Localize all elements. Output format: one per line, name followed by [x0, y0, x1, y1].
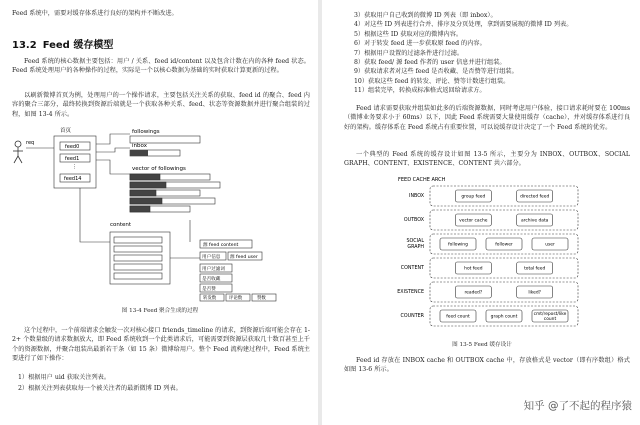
section-number: 13.2 — [12, 40, 37, 51]
figure-13-5-caption: 图 13-5 Feed 缓存设计 — [452, 342, 512, 348]
paragraph-5: 一个典型的 Feed 系统的缓存设计如图 13-5 所示，主要分为 INBOX、OUTBOX、SOCIAL GRAPH、CONTENT、EXISTENCE、CONTENT 共六部分。 — [344, 151, 630, 168]
list-item-10: 10）获取这些 feed 的转发、评论、赞等计数进行组装。 — [354, 77, 510, 85]
cache-box-label: cmt/repost/like — [533, 312, 567, 317]
cache-box-label: feed count — [446, 314, 470, 320]
svg-text:⋮: ⋮ — [72, 164, 77, 170]
list-item-5: 5）根据这些 ID 获取对应的微博内容。 — [354, 30, 463, 38]
cache-box-label: group feed — [461, 194, 486, 200]
paragraph-3: 这个过程中，一个前端请求会触发一次对核心接口 friends_timeline 的请求，到资源后端可能会存在 1-2+ 个数量级的请求数据放大，即 Feed 系统收到一个此类请求后，可能需要到资源层获取几十数百甚至上千个的资源数据，并聚合组装出最新若干条（如 15 条）微博给用户。整个 Feed 流构建过程中，Feed 系统主要进行了如下操作： — [12, 327, 310, 363]
cache-box-label: readed? — [464, 290, 483, 296]
detail-7: 评论数 — [229, 296, 243, 301]
inbox-bar — [130, 150, 180, 156]
content-label: content — [110, 222, 132, 228]
watermark — [524, 398, 632, 413]
cache-box-label: total feed — [524, 266, 546, 272]
user-icon — [13, 141, 23, 163]
detail-1: 用户信息 — [202, 255, 221, 260]
cache-row-label: GRAPH — [407, 245, 424, 250]
vector-bars — [130, 174, 220, 212]
cache-row-label: EXISTENCE — [397, 290, 424, 295]
paragraph-2: 以刷新微博首页为例，处理用户的一个操作请求，主要包括关注关系的获取、feed id 的聚合、feed 内容的聚合三部分，最终转换到资源后端就是一个获取各种关系、feed、状态等资源数据并进行聚合组装的过程，如图 13-4 所示。 — [12, 92, 310, 118]
cache-box-label: vector cache — [459, 218, 488, 224]
cache-box-label: count — [543, 317, 557, 322]
cache-row-frame — [430, 210, 578, 230]
detail-2: 源 feed user — [230, 255, 258, 260]
cache-rows — [397, 186, 578, 326]
cache-box-label: user — [545, 242, 555, 248]
cache-row-frame — [430, 186, 578, 206]
cache-row-label: COUNTER — [400, 314, 424, 319]
cache-row-label: OUTBOX — [403, 218, 424, 223]
cache-box-label: follower — [495, 242, 513, 248]
inbox-label: inbox — [132, 143, 147, 149]
feed-label-0: feed0 — [65, 144, 80, 150]
section-title: Feed 缓存模型 — [42, 40, 114, 51]
detail-8: 赞数 — [257, 296, 266, 301]
content-bars — [114, 237, 162, 279]
watermark-text: 知乎 @了不起的程序猿 — [523, 400, 632, 412]
list-item-3: 3）获取用户自己收到的微博 ID 列表（即 inbox）。 — [354, 12, 497, 19]
cache-arch-title: FEED CACHE ARCH — [398, 177, 446, 183]
list-item-7: 7）根据用户设置的过滤条件进行过滤。 — [354, 49, 464, 57]
detail-4: 是否收藏 — [202, 277, 221, 282]
cache-row-label: CONTENT — [400, 266, 424, 271]
list-item-11: 11）组装完毕，转换成标准格式返回给请求方。 — [354, 87, 486, 95]
cache-box-label: following — [448, 242, 468, 248]
list-item-4: 4）对这些 ID 列表进行合并、排序及分页处理，拿到需要展现的微博 ID 列表。 — [354, 21, 573, 29]
cache-box-label: graph count — [490, 314, 518, 320]
step-list — [354, 11, 572, 96]
cache-box-label: directed feed — [520, 194, 550, 200]
req-label: req — [26, 140, 35, 146]
list-item-8: 8）获取 feed/ 源 feed 作者的 user 信息并进行组装。 — [354, 59, 506, 67]
list-item-6: 6）对于转发 feed 进一步获取原 feed 的内容。 — [354, 40, 486, 48]
cache-row-frame — [430, 282, 578, 302]
cache-box-label: hot feed — [464, 266, 483, 272]
list-item-1: 1）根据用户 uid 获取关注列表。 — [18, 374, 111, 381]
right-page — [322, 0, 640, 425]
paragraph-1: Feed 系统的核心数据主要包括：用户 / 关系、feed id/content 以及包含计数在内的各种 feed 状态。Feed 系统处理用户的各种操作的过程，实际是一个以核心数据为基础的实时获取计算更新的过程。 — [12, 58, 310, 75]
feed-label-14: feed14 — [64, 176, 82, 182]
followings-label: followings — [132, 129, 160, 135]
cache-row-label: SOCIAL — [406, 239, 424, 244]
cache-box-label: archive data — [520, 218, 549, 224]
detail-3: 用户过滤词 — [202, 267, 225, 272]
section-heading — [12, 36, 113, 51]
vector-label: vector of followings — [132, 166, 186, 172]
figure-13-5 — [382, 172, 582, 334]
paragraph-6: Feed id 存放在 INBOX cache 和 OUTBOX cache 中，存放格式是 vector（即有序数组）格式如图 13-6 所示。 — [344, 357, 630, 374]
followings-bar — [130, 136, 200, 143]
figure-13-4-caption: 图 13-4 Feed 聚合生成的过程 — [121, 308, 199, 314]
shouye-label: 首页 — [60, 128, 72, 134]
detail-6: 转发数 — [203, 296, 217, 301]
cache-box-label: liked? — [528, 290, 541, 296]
list-item-9: 9）获取请求者对这些 feed 是否收藏、是否赞等进行组装。 — [354, 68, 518, 76]
cache-row-label: INBOX — [409, 194, 424, 199]
figure-13-4 — [10, 124, 310, 302]
paragraph-4: Feed 请求需要获取并组装如此多的后端资源数据，同时考虑用户体验，接口请求耗时要在 100ms（微博业务要求小于 60ms）以下，因此 Feed 系统需要大量使用缓存（cache），并对缓存体系进行良好的架构。缓存体系在 Feed 系统占有重要位置，可以说缓存设计决定了一个 Feed 系统的优劣。 — [344, 105, 630, 131]
list-item-2: 2）根据关注列表获取每一个被关注者的最新微博 ID 列表。 — [18, 385, 182, 392]
detail-5: 是否赞 — [202, 287, 216, 292]
left-page — [0, 0, 318, 425]
cache-row-frame — [430, 258, 578, 278]
detail-0: 源 feed content — [203, 243, 239, 248]
feed-label-1: feed1 — [65, 156, 80, 162]
top-line: Feed 系统中，需要对缓存体系进行良好的架构并不断改进。 — [12, 10, 178, 17]
